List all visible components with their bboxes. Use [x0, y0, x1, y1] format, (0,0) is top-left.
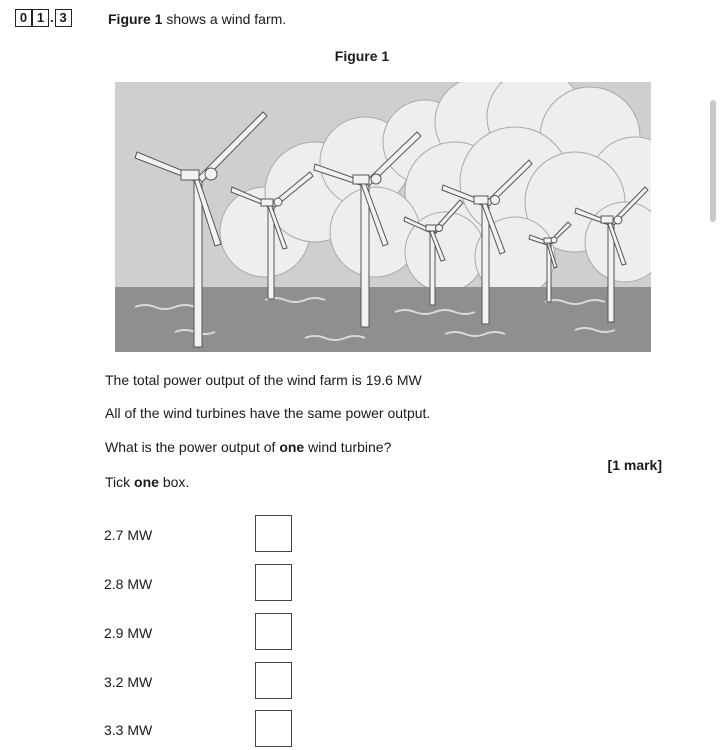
- question-digit-3: 3: [55, 9, 72, 27]
- tick-box-2[interactable]: [255, 564, 292, 601]
- question-intro-bold: Figure 1: [108, 11, 163, 27]
- option-label-3: 2.9 MW: [104, 625, 153, 641]
- question-number: [15, 9, 72, 27]
- question-prompt-post: wind turbine?: [304, 439, 392, 455]
- question-digit-2: 1: [32, 9, 49, 27]
- question-intro-rest: shows a wind farm.: [162, 11, 287, 27]
- tick-box-4[interactable]: [255, 662, 292, 699]
- option-label-1: 2.7 MW: [104, 527, 153, 543]
- question-digit-1: 0: [15, 9, 32, 27]
- question-dot: .: [50, 10, 54, 25]
- tick-box-5[interactable]: [255, 710, 292, 747]
- option-label-5: 3.3 MW: [104, 722, 153, 738]
- option-label-4: 3.2 MW: [104, 674, 153, 690]
- wind-farm-image: [115, 82, 651, 352]
- question-prompt-pre: What is the power output of: [105, 439, 280, 455]
- question-intro: [108, 11, 286, 27]
- statement-same-output: All of the wind turbines have the same power output.: [105, 405, 431, 421]
- question-prompt-bold: one: [279, 439, 305, 455]
- tick-bold: one: [134, 474, 159, 490]
- marks-label: [1 mark]: [607, 457, 662, 473]
- scrollbar-thumb[interactable]: [710, 100, 716, 222]
- tick-post: box.: [158, 474, 190, 490]
- statement-total-output: The total power output of the wind farm is 19.6 MW: [105, 372, 422, 388]
- tick-pre: Tick: [105, 474, 135, 490]
- tick-box-3[interactable]: [255, 613, 292, 650]
- tick-instruction: [105, 474, 189, 490]
- figure-title: Figure 1: [334, 48, 390, 64]
- option-label-2: 2.8 MW: [104, 576, 153, 592]
- tick-box-1[interactable]: [255, 515, 292, 552]
- question-prompt: [105, 439, 391, 455]
